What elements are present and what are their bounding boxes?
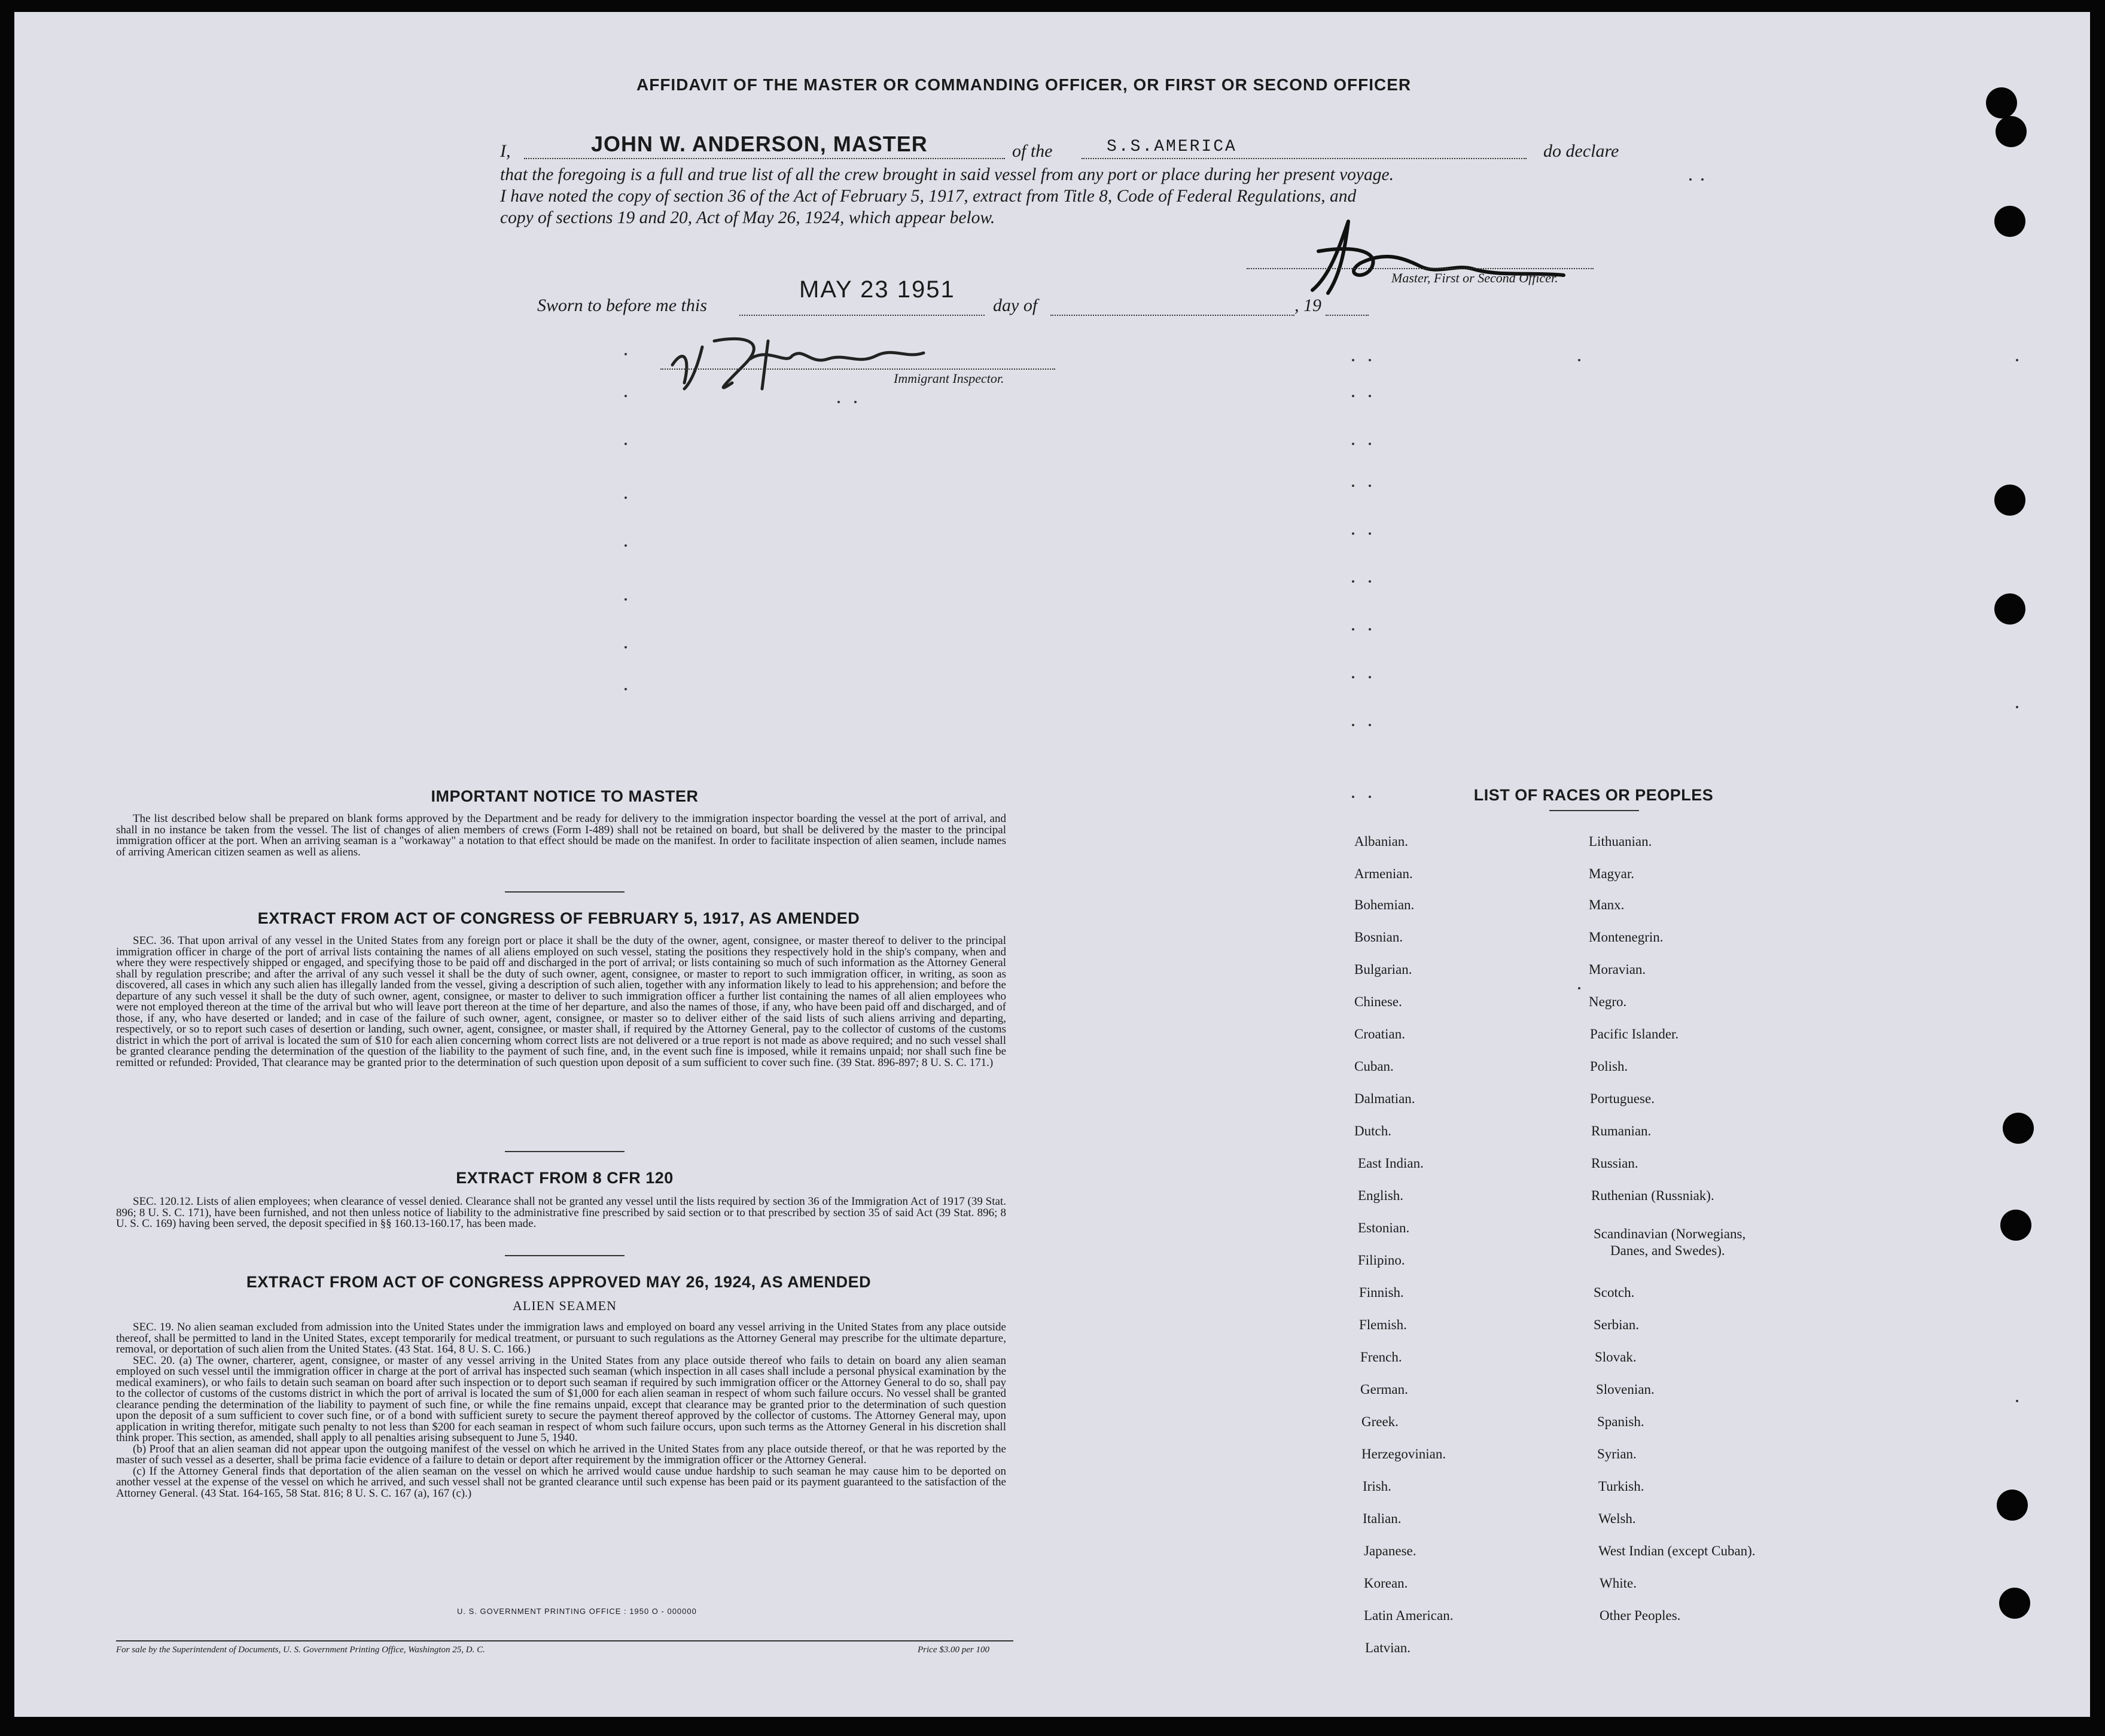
race-item: Welsh.: [1598, 1511, 1636, 1526]
extract-1924-text: [116, 1322, 1006, 1499]
race-item: Spanish.: [1597, 1414, 1644, 1429]
extract-1924-title: EXTRACT FROM ACT OF CONGRESS APPROVED MAY 26, 1924, AS AMENDED: [246, 1273, 872, 1291]
race-item: Danes, and Swedes).: [1610, 1243, 1725, 1258]
race-item: East Indian.: [1358, 1156, 1424, 1171]
mark-dot: [625, 353, 627, 355]
sec-120-paragraph: SEC. 120.12. Lists of alien employees; when clearance of vessel denied. Clearance shall not be granted any vessel until the lists required by section 36 of the Immigration Act of 1917 (39 Stat. 896; 8 U. S. C. 171), have been furnished, and not then unless notice of liability to the administrative fine prescribed by said section or to that prescribed by section 35 of said Act (39 Stat. 896; 8 U. S. C. 169) having been served, the deposit specified in §§ 160.13-160.17, has been made.: [116, 1195, 1006, 1230]
race-item: Rumanian.: [1591, 1123, 1652, 1138]
punch-hole: [2000, 1210, 2031, 1241]
footer-rule: [116, 1640, 1013, 1641]
race-item: Estonian.: [1358, 1220, 1410, 1235]
race-item: Portuguese.: [1590, 1091, 1655, 1106]
race-item: Dalmatian.: [1354, 1091, 1415, 1106]
mark-dot: [1352, 443, 1354, 445]
race-item: Russian.: [1591, 1156, 1638, 1171]
races-title-rule: [1549, 810, 1639, 811]
punch-hole: [1997, 1490, 2028, 1521]
mark-dot: [1352, 359, 1354, 361]
race-item: Bosnian.: [1354, 930, 1403, 945]
sworn-label: Sworn to before me this: [537, 296, 707, 315]
month-line: [1050, 315, 1294, 316]
race-item: Magyar.: [1589, 866, 1635, 881]
race-item: French.: [1360, 1350, 1402, 1365]
sec-20b-paragraph: (b) Proof that an alien seaman did not appear upon the outgoing manifest of the vessel on which he arrived in the United States from any place outside thereof, or that he was reported by the master of such vessel as a deserter, shall be prima facie evidence of a failure to detain or deport after requirement by the immigration officer or the Attorney General.: [116, 1442, 1006, 1466]
mark-dot: [1701, 178, 1704, 181]
mark-dot: [1352, 395, 1354, 397]
mark-dot: [2016, 706, 2018, 708]
mark-dot: [1369, 676, 1371, 678]
race-item: Moravian.: [1589, 962, 1646, 977]
punch-hole: [1986, 87, 2017, 118]
notice-paragraph: The list described below shall be prepared on blank forms approved by the Department and be ready for delivery to the immigration inspector boarding the vessel at the port of arrival, and shall in no instance be taken from the vessel. The list of changes of alien members of crews (Form I-489) shall not be retained on board, but shall be delivered by the master to the principal immigration officer at the port. When an arriving seaman is a "workaway" a notation to that effect should be made on the manifest. In order to facilitate inspection of alien seamen, include names of arriving American citizen seamen as well as aliens.: [116, 812, 1006, 858]
race-item: Albanian.: [1354, 834, 1409, 849]
race-item: Pacific Islander.: [1590, 1027, 1679, 1041]
alien-seamen-subtitle: ALIEN SEAMEN: [513, 1298, 617, 1313]
race-item: Cuban.: [1354, 1059, 1394, 1074]
inspector-signature-line: [660, 368, 1055, 370]
mark-dot: [1578, 359, 1580, 361]
notice-text: [116, 814, 1006, 858]
document-page: [14, 12, 2090, 1717]
day-of-label: day of: [993, 296, 1038, 315]
race-item: Bohemian.: [1354, 897, 1415, 912]
race-item: Syrian.: [1597, 1446, 1637, 1461]
mark-dot: [2016, 359, 2018, 361]
race-item: Finnish.: [1359, 1285, 1404, 1300]
race-item: Turkish.: [1598, 1479, 1644, 1494]
sec-19-paragraph: SEC. 19. No alien seaman excluded from admission into the United States under the immigration laws and employed on board any vessel arriving in the United States from any place outside thereof, shall be permitted to land in the United States, except temporarily for medical treatment, or pursuant to such regulations as the Attorney General may prescribe for the ultimate departure, removal, or deportation of such alien from the United States. (43 Stat. 164, 8 U. S. C. 166.): [116, 1321, 1006, 1356]
vessel-line: [1082, 158, 1527, 159]
race-item: Latin American.: [1364, 1608, 1454, 1623]
mark-dot: [1369, 628, 1371, 631]
mark-dot: [1352, 676, 1354, 678]
inspector-signature: [648, 323, 1043, 401]
mark-dot: [854, 401, 857, 403]
race-item: Greek.: [1361, 1414, 1399, 1429]
mark-dot: [1689, 178, 1692, 181]
sworn-day-line: [739, 315, 985, 316]
mark-dot: [625, 646, 627, 648]
mark-dot: [1352, 532, 1354, 535]
mark-dot: [1369, 724, 1371, 726]
year-prefix: , 19: [1294, 296, 1321, 315]
affidavit-body-1: that the foregoing is a full and true list of all the crew brought in said vessel from any port or place during her present voyage.: [500, 165, 1394, 184]
punch-hole: [1994, 485, 2025, 516]
race-item: Negro.: [1589, 994, 1627, 1009]
race-item: Korean.: [1364, 1576, 1408, 1591]
race-item: Latvian.: [1365, 1640, 1411, 1655]
price-note: Price $3.00 per 100: [918, 1645, 989, 1655]
race-item: Bulgarian.: [1354, 962, 1412, 977]
punch-hole: [1999, 1588, 2030, 1619]
race-item: Flemish.: [1359, 1317, 1407, 1332]
master-signature-line: [1247, 268, 1594, 269]
notice-title: IMPORTANT NOTICE TO MASTER: [431, 787, 699, 805]
mark-dot: [625, 497, 627, 499]
race-item: Irish.: [1363, 1479, 1391, 1494]
do-declare-label: do declare: [1543, 141, 1619, 161]
mark-dot: [625, 598, 627, 601]
race-item: Armenian.: [1354, 866, 1413, 881]
race-item: Slovak.: [1595, 1350, 1637, 1365]
affidavit-title: AFFIDAVIT OF THE MASTER OR COMMANDING OFFICER, OR FIRST OR SECOND OFFICER: [636, 75, 1412, 94]
race-item: White.: [1600, 1576, 1637, 1591]
race-item: Herzegovinian.: [1361, 1446, 1446, 1461]
year-line: [1326, 315, 1369, 316]
race-item: Croatian.: [1354, 1027, 1405, 1041]
race-item: Japanese.: [1364, 1543, 1416, 1558]
race-item: Serbian.: [1594, 1317, 1640, 1332]
affidavit-body-3: copy of sections 19 and 20, Act of May 26, 1924, which appear below.: [500, 208, 995, 227]
sec-20a-paragraph: SEC. 20. (a) The owner, charterer, agent, consignee, or master of any vessel arriving in the United States from any place outside thereof who fails to detain on board any alien seaman employed on such vessel until the immigration officer in charge at the port of arrival has inspected such seaman (which inspection in all cases shall include a personal physical examination by the medical examiners), or who fails to detain such seaman on board after such inspection or to deport such seaman if required by such immigration officer or the Attorney General to do so, shall pay to the collector of customs of the customs district in which the port of arrival is located the sum of $1,000 for each alien seaman in respect of whom such failure occurs. No vessel shall be granted clearance pending the determination of the liability to payment of such fine, or while the fine remains unpaid, except that clearance may be granted prior to the determination of such question upon the deposit of a sum sufficient to cover such fine, or of a bond with sufficient surety to secure the payment thereof approved by the collector of customs. The Attorney General may, upon application in writing therefor, mitigate such penalty to not less than $200 for each seaman in respect of whom such failure occurs, upon such terms as the Attorney General in his discretion shall think proper. This section, as amended, shall apply to all penalties arising subsequent to June 5, 1940.: [116, 1354, 1006, 1444]
mark-dot: [1369, 580, 1371, 583]
name-line: [524, 158, 1005, 159]
race-item: Other Peoples.: [1600, 1608, 1681, 1623]
race-item: Italian.: [1363, 1511, 1402, 1526]
race-item: Polish.: [1590, 1059, 1628, 1074]
race-item: Chinese.: [1354, 994, 1402, 1009]
for-sale-note: For sale by the Superintendent of Documents, U. S. Government Printing Office, Washington 25, D. C.: [116, 1645, 485, 1655]
punch-hole: [2003, 1113, 2034, 1144]
mark-dot: [1352, 485, 1354, 487]
race-item: Scandinavian (Norwegians,: [1594, 1226, 1746, 1241]
section-divider: [505, 1151, 625, 1152]
mark-dot: [1352, 580, 1354, 583]
race-item: Dutch.: [1354, 1123, 1391, 1138]
extract-1917-title: EXTRACT FROM ACT OF CONGRESS OF FEBRUARY 5, 1917, AS AMENDED: [257, 909, 860, 927]
master-caption: Master, First or Second Officer.: [1391, 270, 1558, 285]
sec-20c-paragraph: (c) If the Attorney General finds that deportation of the alien seaman on the vessel on which he arrived would cause undue hardship to such seaman he may cause him to be deported on another vessel at the expense of the vessel on which he arrived, and such vessel shall not be granted clearance until such expense has been paid or its payment guaranteed to the satisfaction of the Attorney General. (43 Stat. 164-165, 58 Stat. 816; 8 U. S. C. 167 (a), 167 (c).): [116, 1464, 1006, 1500]
mark-dot: [625, 395, 627, 397]
race-item: Lithuanian.: [1589, 834, 1652, 849]
declarant-name: JOHN W. ANDERSON, MASTER: [591, 132, 928, 156]
mark-dot: [1352, 628, 1354, 631]
mark-dot: [1352, 796, 1354, 798]
mark-dot: [2016, 1400, 2018, 1402]
mark-dot: [1369, 395, 1371, 397]
race-item: Filipino.: [1358, 1253, 1405, 1268]
section-divider: [505, 891, 625, 893]
race-item: Scotch.: [1594, 1285, 1635, 1300]
mark-dot: [837, 401, 840, 403]
mark-dot: [1578, 987, 1580, 989]
i-label: I,: [500, 141, 511, 161]
race-item: Montenegrin.: [1589, 930, 1664, 945]
race-item: Slovenian.: [1596, 1382, 1655, 1397]
punch-hole: [1994, 593, 2025, 625]
mark-dot: [1369, 359, 1371, 361]
extract-cfr-title: EXTRACT FROM 8 CFR 120: [456, 1169, 674, 1187]
race-item: West Indian (except Cuban).: [1598, 1543, 1756, 1558]
race-item: English.: [1358, 1188, 1404, 1203]
race-item: Ruthenian (Russniak).: [1591, 1188, 1714, 1203]
sec-36-paragraph: SEC. 36. That upon arrival of any vessel in the United States from any foreign port or place it shall be the duty of the owner, agent, consignee, or master thereof to deliver to the principal immigration officer in charge of the port of arrival lists containing the names of all aliens employed on such vessel, stating the positions they respectively hold in the ship's company, when and where they were respectively shipped or engaged, and specifying those to be paid off and discharged in the port of arrival; or lists containing so much of such information as the Attorney General shall by regulation prescribe; and after the arrival of any such vessel it shall be the duty of such owner, agent, consignee, or master to report to such immigration officer, in writing, as soon as discovered, all cases in which any such alien has illegally landed from the vessel, giving a description of such alien, together with any information likely to lead to his apprehension; and before the departure of any such vessel it shall be the duty of such owner, agent, consignee, or master to deliver to such immigration officer a further list containing the names of all alien employees who were not employed thereon at the time of the arrival but who will leave port thereon at the time of her departure, and also the names of those, if any, who have been paid off and discharged, and of those, if any, who have deserted or landed; and in case of the failure of such owner, agent, consignee, or master so to deliver either of the said lists of such aliens arriving and departing, respectively, or so to report such cases of desertion or landing, such owner, agent, consignee, or master shall, if required by the Attorney General, pay to the collector of customs of the customs district in which the port of arrival is located the sum of $10 for each alien concerning whom correct lists are not delivered or a true report is not made as above required; and no such vessel shall be granted clearance pending the determination of the question of the liability to the payment of such fine, and, in the event such fine is imposed, while it remains unpaid; nor shall such fine be remitted or refunded: Provided, That clearance may be granted prior to the determination of such question upon deposit of a sum sufficient to cover such fine. (39 Stat. 896-897; 8 U. S. C. 171.): [116, 934, 1006, 1069]
section-divider: [505, 1255, 625, 1256]
mark-dot: [625, 443, 627, 445]
races-title: LIST OF RACES OR PEOPLES: [1473, 786, 1714, 804]
sworn-date-stamp: MAY 23 1951: [799, 276, 955, 303]
mark-dot: [1369, 485, 1371, 487]
mark-dot: [1352, 724, 1354, 726]
mark-dot: [625, 688, 627, 690]
affidavit-body-2: I have noted the copy of section 36 of the Act of February 5, 1917, extract from Title 8, Code of Federal Regulations, and: [500, 187, 1357, 206]
mark-dot: [1369, 796, 1371, 798]
extract-1917-text: [116, 936, 1006, 1068]
printing-office-imprint: U. S. GOVERNMENT PRINTING OFFICE : 1950 O - 000000: [457, 1607, 697, 1616]
punch-hole: [1994, 206, 2025, 237]
mark-dot: [1369, 443, 1371, 445]
of-the-label: of the: [1012, 141, 1053, 161]
vessel-name: S.S.AMERICA: [1107, 138, 1237, 156]
extract-cfr-text: [116, 1196, 1006, 1230]
race-item: Manx.: [1589, 897, 1625, 912]
mark-dot: [625, 544, 627, 547]
punch-hole: [1996, 116, 2027, 147]
race-item: German.: [1360, 1382, 1408, 1397]
mark-dot: [1369, 532, 1371, 535]
inspector-caption: Immigrant Inspector.: [894, 371, 1004, 386]
